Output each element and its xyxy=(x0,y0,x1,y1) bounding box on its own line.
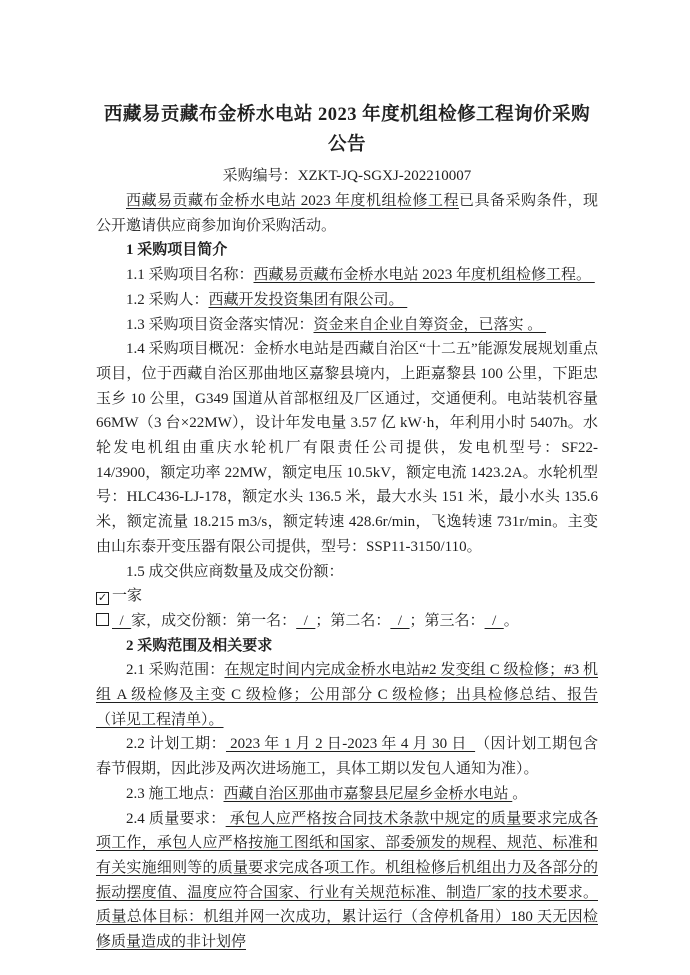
item-1-2 xyxy=(96,288,598,313)
option-multiple-text-3: ；第三名： xyxy=(409,612,485,629)
item-2-2-label: 2.2 计划工期： xyxy=(126,736,226,753)
item-1-2-label: 1.2 采购人： xyxy=(126,291,209,308)
section2-heading: 2 采购范围及相关要求 xyxy=(126,637,273,654)
item-2-1-label: 2.1 采购范围： xyxy=(126,662,225,679)
item-2-1 xyxy=(96,658,598,732)
item-1-4-label: 1.4 采购项目概况： xyxy=(126,341,254,358)
item-2-1-value: 在规定时间内完成金桥水电站#2 发变组 C 级检修；#3 机组 A 级检修及主变 C 级检修；公用部分 C 级检修；出具检修总结、报告（详见工程清单）。 xyxy=(96,662,598,728)
rank2-blank: / xyxy=(390,612,410,629)
item-2-4-label: 2.4 质量要求： xyxy=(126,810,226,827)
item-2-2-value: 2023 年 1 月 2 日-2023 年 4 月 30 日 xyxy=(225,736,476,753)
option-multiple-suppliers xyxy=(96,609,598,634)
page-title: 西藏易贡藏布金桥水电站 2023 年度机组检修工程询价采购公告 xyxy=(103,105,591,155)
item-1-3-label: 1.3 采购项目资金落实情况： xyxy=(126,316,314,333)
item-1-4 xyxy=(96,337,598,559)
option-single-label: 一家 xyxy=(112,588,143,605)
item-1-5: 1.5 成交供应商数量及成交份额： xyxy=(126,563,344,580)
intro-rest: 已具备采购条件，现公开邀请供应商参加询价采购活动。 xyxy=(96,193,598,234)
item-1-4-value: 金桥水电站是西藏自治区“十二五”能源发展规划重点项目，位于西藏自治区那曲地区嘉黎县境内，上距嘉黎县 100 公里，下距忠玉乡 10 公里，G349 国道从首部枢纽及厂区通过，交通便利。电站装机容量 66MW（3 台×22MW），设计年发电量 3.57 亿 kW·h，年利用小时 5407h。水轮发电机组由重庆水轮机厂有限责任公司提供，发电机型号：SF22-14/3900，额定功率 22MW，额定电压 10.5kV，额定电流 1423.2A。水轮机型号：HLC436-LJ-178，额定水头 136.5 米，最大水头 151 米，最小水头 135.6 米，额定流量 18.215 m3/s，额定转速 428.6r/min，飞逸转速 731r/min。主变由山东泰开变压器有限公司提供，型号：SSP11-3150/110。 xyxy=(96,341,598,555)
item-1-3-value: 资金来自企业自筹资金，已落实 。 xyxy=(313,316,547,333)
procurement-number-label: 采购编号： xyxy=(222,168,298,184)
item-1-1-value: 西藏易贡藏布金桥水电站 2023 年度机组检修工程。 xyxy=(253,267,595,284)
section1-heading: 1 采购项目简介 xyxy=(126,242,228,259)
intro-project-name: 西藏易贡藏布金桥水电站 2023 年度机组检修工程 xyxy=(126,193,459,209)
item-1-1 xyxy=(96,263,598,288)
checked-checkbox-icon: ✓ xyxy=(97,591,108,605)
rank3-blank: / xyxy=(484,612,504,629)
item-2-3-value: 西藏自治区那曲市嘉黎县尼屋乡金桥水电站 xyxy=(223,785,513,802)
item-1-1-label: 1.1 采购项目名称： xyxy=(126,267,254,284)
item-2-3-label: 2.3 施工地点： xyxy=(126,785,224,802)
item-1-2-value: 西藏开发投资集团有限公司。 xyxy=(208,291,408,308)
item-2-4 xyxy=(96,807,598,955)
intro-paragraph xyxy=(96,189,598,238)
procurement-number-value: XZKT-JQ-SGXJ-202210007 xyxy=(297,168,472,184)
item-2-3 xyxy=(96,782,598,807)
option-single-supplier xyxy=(96,584,598,609)
item-2-2 xyxy=(96,732,598,781)
option-multiple-text-2: ；第二名： xyxy=(315,612,391,629)
count-blank: / xyxy=(112,612,132,629)
item-2-2-rest: （因计划工期包含春节假期，因此涉及两次进场施工，具体工期以发包人通知为准）。 xyxy=(96,736,598,778)
item-1-3 xyxy=(96,313,598,338)
procurement-number-line xyxy=(96,163,598,189)
rank1-blank: / xyxy=(296,612,316,629)
unchecked-checkbox-icon xyxy=(96,613,109,626)
option-multiple-text-4: 。 xyxy=(503,612,519,629)
item-2-4-value: 承包人应严格按合同技术条款中规定的质量要求完成各项工作，承包人应严格按施工图纸和国家、部委颁发的规程、规范、标准和有关实施细则等的质量要求完成各项工作。机组检修后机组出力及各部分的振动摆度值、温度应符合国家、行业有关规范标准、制造厂家的技术要求。质量总体目标：机组并网一次成功，累计运行（含停机备用）180 天无因检修质量造成的非计划停 xyxy=(96,810,598,951)
option-multiple-text-1: 家，成交份额：第一名： xyxy=(131,612,297,629)
item-2-3-rest: 。 xyxy=(512,785,528,802)
